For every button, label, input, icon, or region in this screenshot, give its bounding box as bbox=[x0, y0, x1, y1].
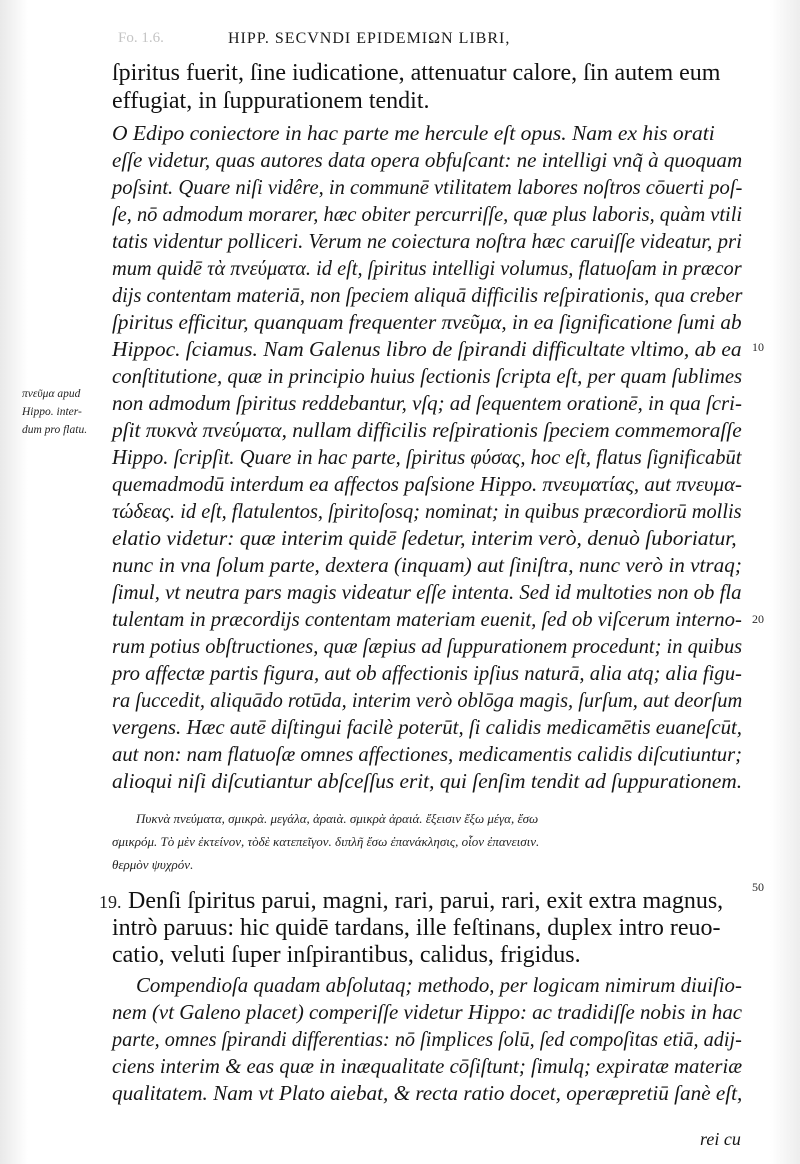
greek-line: θερμὸν ψυχρόν. bbox=[112, 857, 194, 872]
commentary-line: ra ſuccedit, aliquādo rotūda, interim verò oblōga magis, ſurſum, aut deorſum bbox=[112, 688, 743, 712]
commentary-line: eſſe videtur, quas autores data opera obfuſcant: ne intelligi vnq̃ à quoquam bbox=[112, 148, 743, 172]
commentary-line: tatis videntur polliceri. Verum ne coiectura noſtra hæc caruiſſe videatur, pri bbox=[112, 229, 742, 253]
commentary-line: pro affectæ partis figura, aut ob affectionis ipſius naturā, alia atq; alia figu- bbox=[112, 661, 742, 685]
section-number: 19. bbox=[99, 892, 122, 912]
commentary-line: nem (vt Galeno placet) comperiſſe videtur Hippo: ac tradidiſſe nobis in hac bbox=[112, 1000, 743, 1024]
commentary-line: nunc in vna ſolum parte, dextera (inquam) aut ſiniſtra, nunc verò in vtraq; bbox=[112, 553, 742, 577]
commentary-line: Compendioſa quadam abſolutaq; methodo, per logicam nimirum diuiſio- bbox=[136, 973, 742, 997]
commentary-line: quemadmodū interdum ea affectos paſsione Hippo. πνευματίας, aut πνευμα- bbox=[112, 472, 742, 496]
line-number: 20 bbox=[752, 612, 764, 626]
commentary-line: qualitatem. Nam vt Plato aiebat, & recta ratio docet, operæpretiū ſanè eſt, bbox=[112, 1081, 743, 1105]
commentary-line: poſsint. Quare niſi vidêre, in communē vtilitatem labores noſtros cōuerti poſ- bbox=[112, 175, 743, 199]
commentary-line: alioqui niſi diſcutiantur abſceſſus erit, qui ſenſim tendit ad ſuppurationem. bbox=[112, 769, 743, 793]
commentary-line: Hippoc. ſciamus. Nam Galenus libro de ſpirandi difficultate vltimo, ab ea bbox=[112, 337, 742, 361]
commentary-line: ſe, nō admodum morarer, hæc obiter percurriſſe, quæ plus laboris, quàm vtili bbox=[112, 202, 743, 226]
commentary-line: aut non: nam flatuoſæ omnes affectiones, medicamentis calidis diſcutiuntur; bbox=[112, 742, 743, 766]
commentary-line: mum quidē τὰ πνεύματα. id eſt, ſpiritus intelligi volumus, flatuoſam in præcor bbox=[112, 256, 742, 280]
commentary-line: parte, omnes ſpirandi differentias: nō ſimplices ſolū, ſed compoſitas etiā, adij- bbox=[112, 1027, 742, 1051]
running-head: HIPP. SECVNDI EPIDEMIΩN LIBRI, bbox=[228, 30, 511, 47]
greek-line: σμικρόμ. Τὸ μὲν ἐκτείνον, τὸδὲ κατεπεῖγον. διπλῆ ἔσω ἐπανάκλησις, οἷον ἐπανεισιν. bbox=[112, 834, 540, 849]
margin-note-line: dum pro flatu. bbox=[22, 424, 88, 436]
text-line: intrò paruus: hic quidē tardans, ille feſtinans, duplex intro reuo- bbox=[112, 915, 721, 941]
commentary-line: ſpiritus efficitur, quanquam frequenter πνεῦμα, in ea ſignificatione ſumi ab bbox=[112, 310, 742, 334]
commentary-line: τώδεας. id eſt, flatulentos, ſpiritoſosq; nominat; in quibus præcordiorū mollis bbox=[112, 499, 742, 523]
commentary-line: non admodum ſpiritus reddebantur, vſq; ad ſequentem orationē, in qua ſcri- bbox=[112, 391, 742, 415]
text-line: effugiat, in ſuppurationem tendit. bbox=[112, 88, 430, 114]
margin-note-line: Hippo. inter- bbox=[22, 406, 82, 418]
commentary-line: O Edipo coniectore in hac parte me hercule eſt opus. Nam ex his orati bbox=[112, 121, 715, 145]
commentary-line: ſimul, vt neutra pars magis videatur eſſe intenta. Sed id multoties non ob fla bbox=[112, 580, 742, 604]
text-line: catio, veluti ſuper inſpirantibus, calidus, frigidus. bbox=[112, 942, 581, 968]
commentary-line: tulentam in præcordijs contentam materiam euenit, ſed ob viſcerum interno- bbox=[112, 607, 742, 631]
commentary-line: elatio videtur: quæ interim quidē ſedetur, interim verò, denuò ſuboriatur, bbox=[112, 526, 737, 550]
commentary-line: Hippo. ſcripſit. Quare in hac parte, ſpiritus φύσας, hoc eſt, flatus ſignificabūt bbox=[112, 445, 742, 469]
commentary-line: rum potius obſtructiones, quæ ſæpius ad ſuppurationem procedunt; in quibus bbox=[112, 634, 743, 658]
commentary-line: pſit πυκνὰ πνεύματα, nullam difficilis reſpirationis ſpeciem commemoraſſe bbox=[112, 418, 742, 442]
commentary-line: conſtitutione, quæ in principio huius ſectionis ſcripta eſt, per quam ſublimes bbox=[112, 364, 743, 388]
margin-note-line: πνεῦμα apud bbox=[22, 388, 81, 400]
text-line: ſpiritus fuerit, ſine iudicatione, attenuatur calore, ſin autem eum bbox=[112, 60, 721, 86]
commentary-line: ciens interim & eas quæ in inæqualitate cōſiſtunt; ſimulq; expiratæ materiæ bbox=[112, 1054, 743, 1078]
faint-folio-show-through: Fo. 1.6. bbox=[118, 30, 164, 46]
text-line: Denſi ſpiritus parui, magni, rari, parui, rari, exit extra magnus, bbox=[128, 888, 724, 914]
catchword: rei cu bbox=[700, 1129, 741, 1149]
line-number: 10 bbox=[752, 340, 764, 354]
commentary-line: dijs contentam materiā, non ſpeciem aliquā difficilis reſpirationis, qua creber bbox=[112, 283, 743, 307]
line-number: 50 bbox=[752, 880, 764, 894]
greek-line: Πυκνὰ πνεύματα, σμικρὰ. μεγάλα, ἀραιὰ. σμικρὰ ἀραιά. ἔξεισιν ἔξω μέγα, ἔσω bbox=[136, 811, 539, 826]
commentary-line: vergens. Hæc autē diſtingui facilè poterūt, ſi calidis medicamētis euaneſcūt, bbox=[112, 715, 743, 739]
